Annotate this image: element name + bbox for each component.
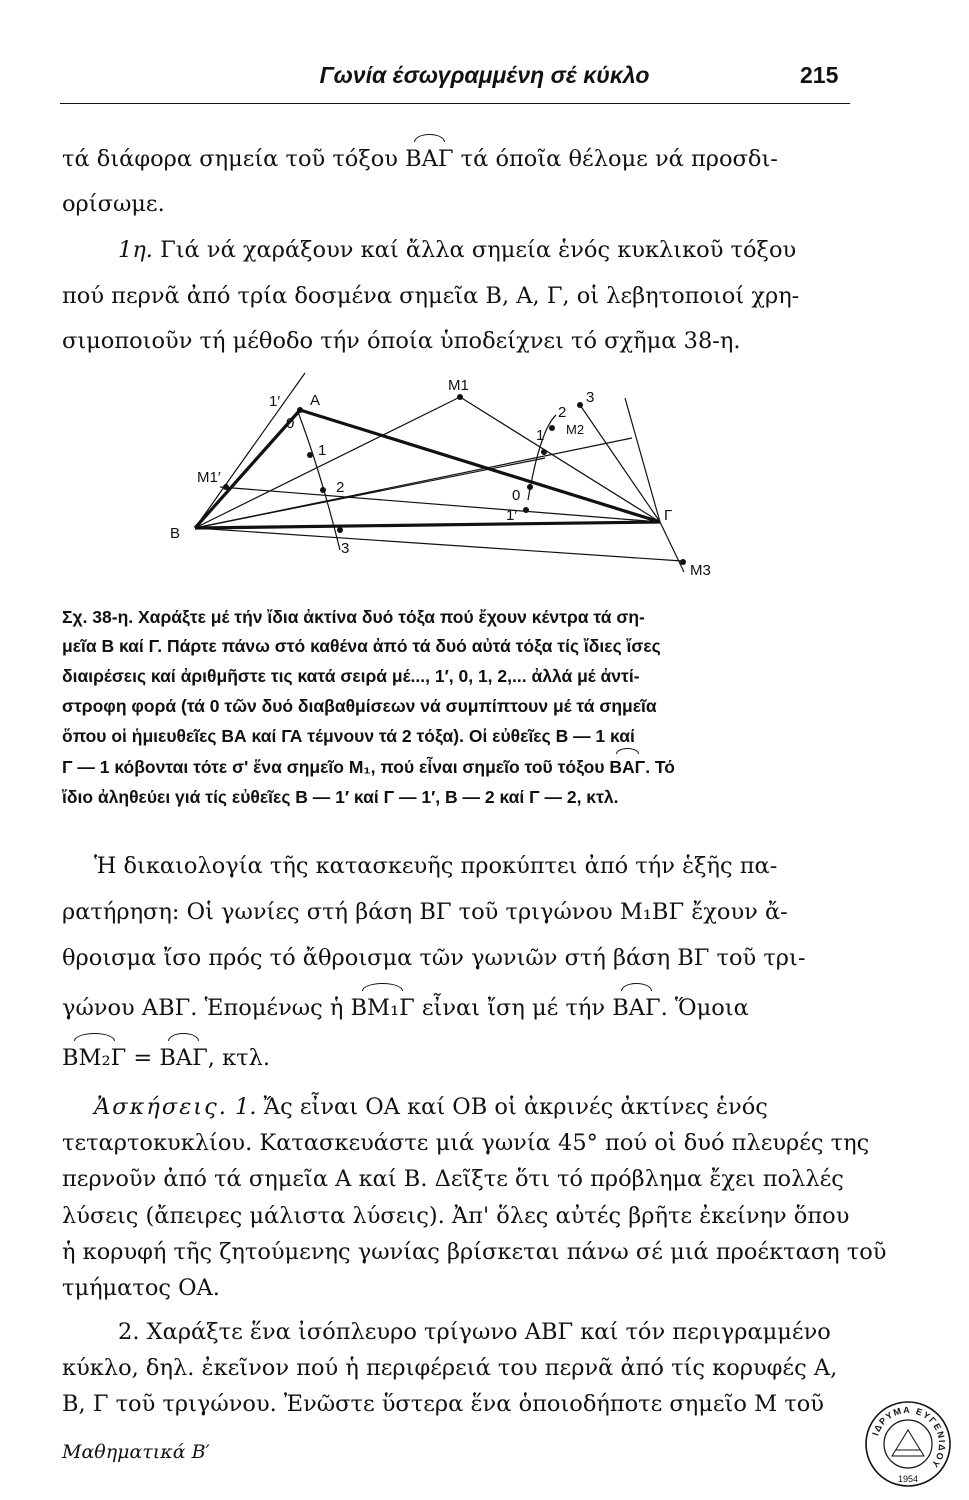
para1-line1: τά διάφορα σημεία τοῦ τόξου ΒΑΓ τά όποῖα θέλομε νά προσδι- xyxy=(62,141,778,178)
arc-bag: ΒΑΓ xyxy=(405,141,453,178)
para2-line2: πού περνᾶ ἀπό τρία δοσμένα σημεῖα Β, Α, Γ, οἱ λεβητοποιοί χρη- xyxy=(62,283,800,309)
ray-g-2 xyxy=(220,487,660,522)
exercise1-line3: περνοῦν ἀπό τά σημεῖα Α καί Β. Δεῖξτε ὅτι τό πρόβλημα ἔχει πολλές xyxy=(62,1166,844,1192)
exercise1-line5: ἡ κορυφή τῆς ζητούμενης γωνίας βρίσκεται πάνω σέ μιά προέκταση τοῦ xyxy=(62,1239,887,1265)
caption-line1: Σχ. 38-η. Χαράξτε μέ τήν ἴδια ἀκτίνα δυό τόξα πού ἔχουν κέντρα τά ση- xyxy=(62,607,645,627)
label-1prime-g: 1′ xyxy=(506,507,518,524)
stamp-year: 1954 xyxy=(897,1474,919,1484)
running-header-title: Γωνία έσωγραμμένη σέ κύκλο xyxy=(319,62,650,88)
label-3-g: 3 xyxy=(586,389,595,406)
para3-line5: ΒΜ₂Γ = ΒΑΓ, κτλ. xyxy=(62,1040,270,1077)
label-g: Γ xyxy=(664,507,673,524)
label-1prime-b: 1′ xyxy=(269,393,281,410)
ray-b-1prime xyxy=(195,373,305,528)
label-m1: M1 xyxy=(448,377,469,394)
header-rule xyxy=(60,103,850,104)
footer-book-title: Μαθηματικά Β′ xyxy=(62,1441,210,1463)
label-0-g: 0 xyxy=(512,487,521,504)
caption-line4: στροφη φορά (τά 0 τῶν δυό διαβαθμίσεων νά συμπίπτουν μέ τά σημεῖα xyxy=(62,696,657,716)
label-m1prime: M1′ xyxy=(197,469,221,486)
para2-line3: σιμοποιοῦν τή μέθοδο τήν όποία ὑποδείχνει τό σχῆμα 38-η. xyxy=(62,328,741,354)
caption-line6: Γ — 1 κόβονται τότε σ' ἕνα σημεῖο Μ₁, πού εἶναι σημεῖο τοῦ τόξου ΒΑΓ. Τό xyxy=(62,753,675,783)
page-number: 215 xyxy=(800,62,839,88)
item-marker: 1η. xyxy=(118,237,153,263)
base-line-bg xyxy=(195,522,660,528)
exercise2-line3: Β, Γ τοῦ τριγώνου. Ἐνῶστε ὕστερα ἕνα ὁποιοδήποτε σημεῖο Μ τοῦ xyxy=(62,1391,824,1417)
exercise1-line2: τεταρτοκυκλίου. Κατασκευάστε μιά γωνία 45° πού οἱ δυό πλευρές της xyxy=(62,1130,870,1156)
label-1-g: 1 xyxy=(536,427,545,444)
caption-line3: διαιρέσεις καί ἀριθμῆστε τις κατά σειρά μέ..., 1′, 0, 1, 2,... ἀλλά μέ ἀντί- xyxy=(62,666,640,686)
para3-line3: θροισμα ἴσο πρός τό ἄθροισμα τῶν γωνιῶν στή βάση ΒΓ τοῦ τρι- xyxy=(62,945,806,971)
exercises-heading: Ἀσκήσεις. xyxy=(94,1094,228,1120)
library-stamp xyxy=(862,1398,954,1490)
label-2-b: 2 xyxy=(336,479,345,496)
side-line-ag xyxy=(300,410,660,522)
caption-line7: ἴδιο ἀληθεύει γιά τίς εὐθεῖες Β — 1′ καί Γ — 1′, Β — 2 καί Γ — 2, κτλ. xyxy=(62,787,619,807)
figure-38-eta xyxy=(150,360,750,600)
exercise2-line2: κύκλο, δηλ. ἐκεῖνον πού ἡ περιφέρειά του περνᾶ ἀπό τίς κορυφές Α, xyxy=(62,1355,838,1381)
label-b: B xyxy=(170,525,181,542)
ray-g-3 xyxy=(580,405,660,522)
arc-bag-2: ΒΑΓ xyxy=(612,990,660,1027)
arc-centered-b xyxy=(298,412,340,550)
caption-line5: ὅπου οἱ ἡμιευθεῖες ΒΑ καί ΓΑ τέμνουν τά 2 τόξα). Οἱ εὐθεῖες Β — 1 καί xyxy=(62,726,635,746)
label-a: A xyxy=(310,392,321,409)
stamp-text: ΙΔΡΥΜΑ ΕΥΓΕΝΙΔΟΥ xyxy=(870,1404,948,1471)
para1-line2: ορίσωμε. xyxy=(62,191,165,217)
para2-line1: 1η. Γιά νά χαράξουν καί ἄλλα σημεία ἑνός κυκλικοῦ τόξου xyxy=(118,237,797,263)
label-m2: M2 xyxy=(566,422,585,437)
label-1-b: 1 xyxy=(318,442,327,459)
arc-bag-3: ΒΑΓ xyxy=(159,1040,207,1077)
arc-bm1g: ΒΜ₁Γ xyxy=(351,990,415,1027)
para3-line4: γώνου ΑΒΓ. Ἑπομένως ἡ ΒΜ₁Γ εἶναι ἴση μέ τήν ΒΑΓ. Ὅμοια xyxy=(62,990,749,1027)
label-3-b: 3 xyxy=(341,540,350,557)
label-2-g: 2 xyxy=(558,404,567,421)
svg-text:ΙΔΡΥΜΑ ΕΥΓΕΝΙΔΟΥ xyxy=(870,1405,947,1470)
exercise2-line1: 2. Χαράξτε ἕνα ἰσόπλευρο τρίγωνο ΑΒΓ καί τόν περιγραμμένο xyxy=(118,1319,831,1345)
caption-line2: μεῖα Β καί Γ. Πάρτε πάνω στό καθένα ἀπό τά δυό αὐτά τόξα τίς ἴδιες ἴσες xyxy=(62,636,661,656)
ray-b-3 xyxy=(195,528,682,561)
label-0-b: 0 xyxy=(286,415,295,432)
arc-bm2g: ΒΜ₂Γ xyxy=(62,1040,126,1077)
label-m3: M3 xyxy=(690,562,711,579)
arc-bag-caption: ΒΑΓ xyxy=(609,753,645,783)
exercise1-line4: λύσεις (ἄπειρες μάλιστα λύσεις). Ἀπ' ὅλες αὐτές βρῆτε ἐκείνην ὅπου xyxy=(62,1203,850,1229)
para3-line2: ρατήρηση: Οἱ γωνίες στή βάση ΒΓ τοῦ τριγώνου Μ₁ΒΓ ἔχουν ἄ- xyxy=(62,899,788,925)
ray-b-1 xyxy=(195,397,460,528)
exercise1-line1: Ἀσκήσεις. 1. Ἄς εἶναι ΟΑ καί ΟΒ οἱ ἀκρινές ἀκτίνες ἑνός xyxy=(94,1094,768,1120)
ray-g-5 xyxy=(660,522,684,572)
para3-line1: Ἡ δικαιολογία τῆς κατασκευῆς προκύπτει ἀπό τήν ἑξῆς πα- xyxy=(94,853,778,879)
exercise1-line6: τμήματος ΟΑ. xyxy=(62,1275,220,1301)
